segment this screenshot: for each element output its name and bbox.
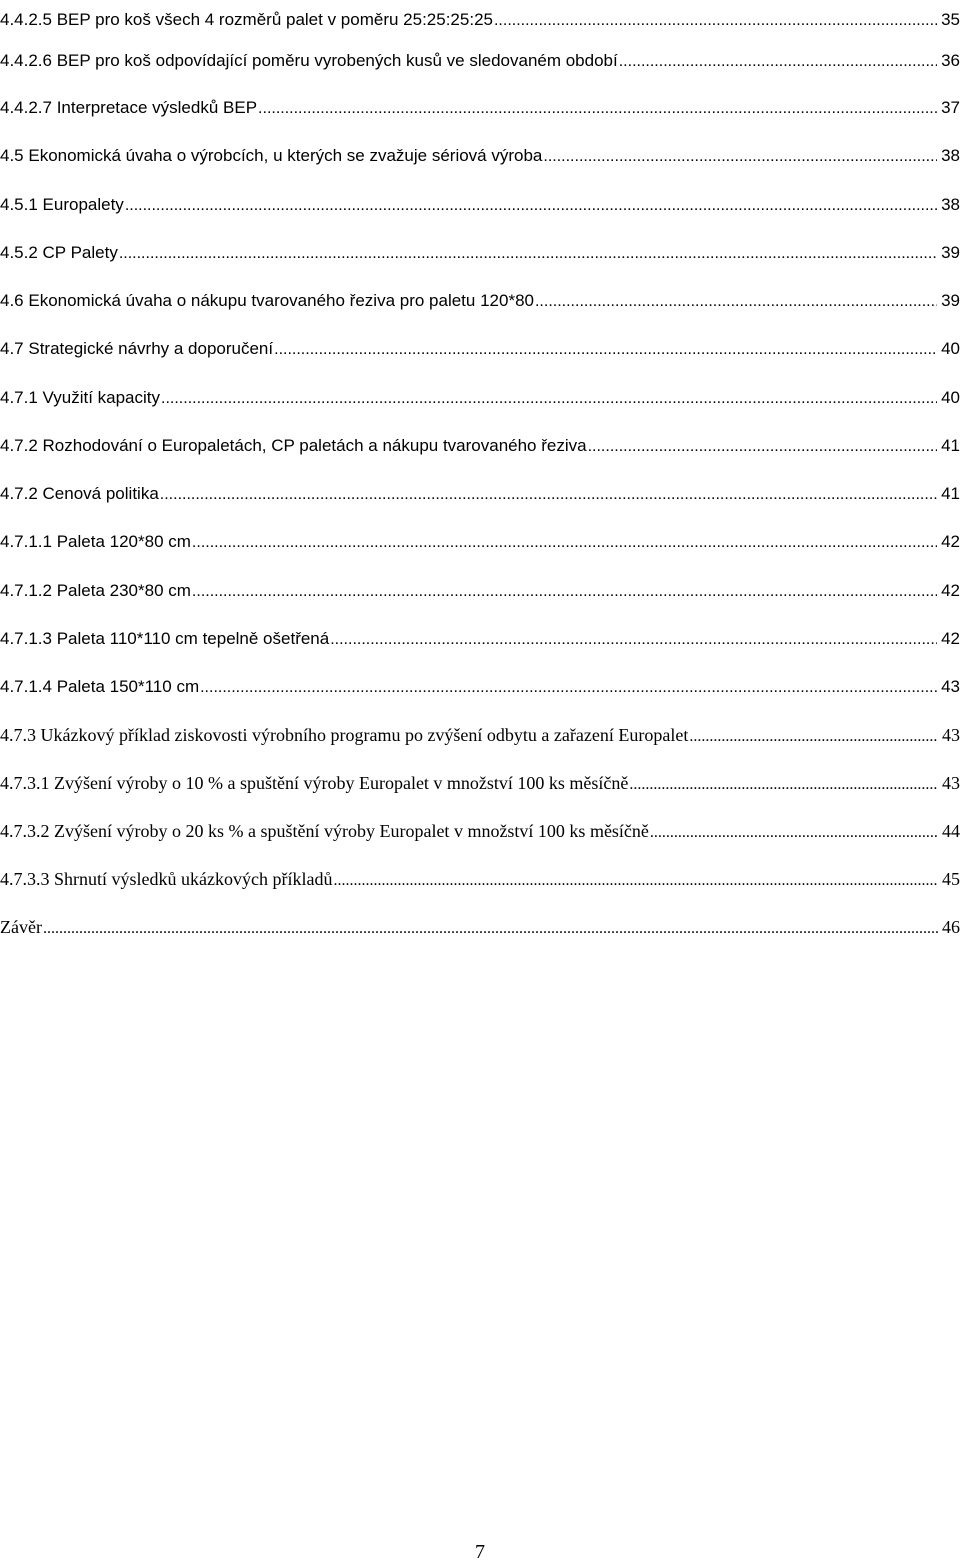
toc-entry-label: 4.7.3.2 Zvýšení výroby o 20 ks % a spuštění výroby Europalet v množství 100 ks měsíčně — [0, 821, 649, 841]
toc-entry-label: 4.7.1.1 Paleta 120*80 cm — [0, 532, 191, 551]
toc-entry-label: 4.7.2 Rozhodování o Europaletách, CP paletách a nákupu tvarovaného řeziva — [0, 436, 587, 455]
toc-entry-4-7-3-2[interactable] — [0, 819, 960, 843]
toc-entry-label: 4.6 Ekonomická úvaha o nákupu tvarovaného řeziva pro paletu 120*80 — [0, 291, 534, 310]
toc-entry-page: 38 — [941, 146, 960, 165]
toc-entry-label: 4.4.2.5 BEP pro koš všech 4 rozměrů palet v poměru 25:25:25:25 — [0, 10, 493, 29]
toc-entry-page: 39 — [941, 291, 960, 310]
toc-entry-page: 45 — [942, 869, 960, 889]
toc-entry-4-7-1-2[interactable] — [0, 579, 960, 603]
toc-entry-label: Závěr — [0, 917, 42, 937]
toc-leader-dots — [119, 242, 937, 266]
toc-entry-label: 4.7.1.3 Paleta 110*110 cm tepelně ošetřená — [0, 629, 330, 648]
toc-entry-label: 4.5.2 CP Palety — [0, 243, 118, 262]
toc-entry-page: 42 — [941, 532, 960, 551]
toc-leader-dots — [192, 580, 937, 604]
toc-leader-dots — [689, 725, 938, 749]
toc-entry-4-7-1-4[interactable] — [0, 675, 960, 699]
toc-entry-page: 46 — [942, 917, 960, 937]
toc-leader-dots — [258, 97, 937, 121]
toc-entry-label: 4.7.3 Ukázkový příklad ziskovosti výrobního programu po zvýšení odbytu a zařazení Europalet — [0, 725, 689, 745]
toc-entry-page: 42 — [941, 581, 960, 600]
toc-entry-4-5-1[interactable] — [0, 193, 960, 217]
toc-entry-label: 4.5.1 Europalety — [0, 195, 124, 214]
toc-entry-4-7-3-1[interactable] — [0, 771, 960, 795]
toc-leader-dots — [629, 773, 938, 797]
toc-entry-page: 37 — [941, 98, 960, 117]
toc-leader-dots — [588, 435, 937, 459]
page-number: 7 — [475, 1541, 485, 1563]
toc-entry-4-5-2[interactable] — [0, 241, 960, 265]
toc-entry-label: 4.5 Ekonomická úvaha o výrobcích, u kterých se zvažuje sériová výroba — [0, 146, 543, 165]
toc-leader-dots — [125, 194, 937, 218]
toc-entry-page: 41 — [941, 436, 960, 455]
toc-entry-page: 43 — [942, 725, 960, 745]
toc-entry-label: 4.7.1.2 Paleta 230*80 cm — [0, 581, 191, 600]
toc-entry-4-7-3-3[interactable] — [0, 867, 960, 891]
toc-leader-dots — [494, 9, 937, 33]
toc-leader-dots — [192, 531, 937, 555]
toc-entry-4-4-2-7[interactable] — [0, 96, 960, 120]
toc-entry-page: 43 — [941, 677, 960, 696]
toc-entry-page: 35 — [941, 10, 960, 29]
toc-leader-dots — [619, 50, 937, 74]
toc-entry-4-6[interactable] — [0, 289, 960, 313]
toc-entry-page: 42 — [941, 629, 960, 648]
toc-entry-page: 40 — [941, 339, 960, 358]
toc-entry-4-7-1[interactable] — [0, 386, 960, 410]
toc-leader-dots — [535, 290, 937, 314]
toc-leader-dots — [43, 917, 938, 941]
toc-leader-dots — [650, 821, 938, 845]
toc-leader-dots — [330, 628, 937, 652]
toc-leader-dots — [274, 338, 937, 362]
toc-entry-page: 39 — [941, 243, 960, 262]
toc-entry-label: 4.7.1.4 Paleta 150*110 cm — [0, 677, 200, 696]
toc-leader-dots — [161, 387, 937, 411]
toc-entry-4-7-1-3[interactable] — [0, 627, 960, 651]
toc-leader-dots — [160, 483, 937, 507]
toc-leader-dots — [333, 869, 938, 893]
toc-entry-zaver[interactable] — [0, 915, 960, 939]
toc-entry-4-7-1-1[interactable] — [0, 530, 960, 554]
toc-entry-4-4-2-6[interactable] — [0, 49, 960, 73]
toc-entry-page: 44 — [942, 821, 960, 841]
toc-entry-4-4-2-5[interactable] — [0, 8, 960, 32]
toc-entry-page: 38 — [941, 195, 960, 214]
toc-entry-4-7-3[interactable] — [0, 723, 960, 747]
toc-entry-4-7-2-cenova-politika[interactable] — [0, 482, 960, 506]
toc-entry-label: 4.4.2.6 BEP pro koš odpovídající poměru vyrobených kusů ve sledovaném období — [0, 51, 618, 70]
toc-entry-4-7-2-rozhodovani[interactable] — [0, 434, 960, 458]
toc-entry-label: 4.7 Strategické návrhy a doporučení — [0, 339, 274, 358]
toc-entry-page: 40 — [941, 388, 960, 407]
toc-entry-4-5[interactable] — [0, 144, 960, 168]
toc-entry-page: 43 — [942, 773, 960, 793]
toc-leader-dots — [200, 676, 937, 700]
toc-entry-label: 4.7.2 Cenová politika — [0, 484, 159, 503]
toc-entry-4-7[interactable] — [0, 337, 960, 361]
toc-entry-label: 4.7.3.1 Zvýšení výroby o 10 % a spuštění výroby Europalet v množství 100 ks měsíčně — [0, 773, 629, 793]
toc-leader-dots — [543, 145, 937, 169]
toc-entry-label: 4.7.1 Využití kapacity — [0, 388, 161, 407]
toc-entry-page: 41 — [941, 484, 960, 503]
toc-entry-label: 4.4.2.7 Interpretace výsledků BEP — [0, 98, 258, 117]
toc-entry-label: 4.7.3.3 Shrnutí výsledků ukázkových příkladů — [0, 869, 333, 889]
toc-entry-page: 36 — [941, 51, 960, 70]
